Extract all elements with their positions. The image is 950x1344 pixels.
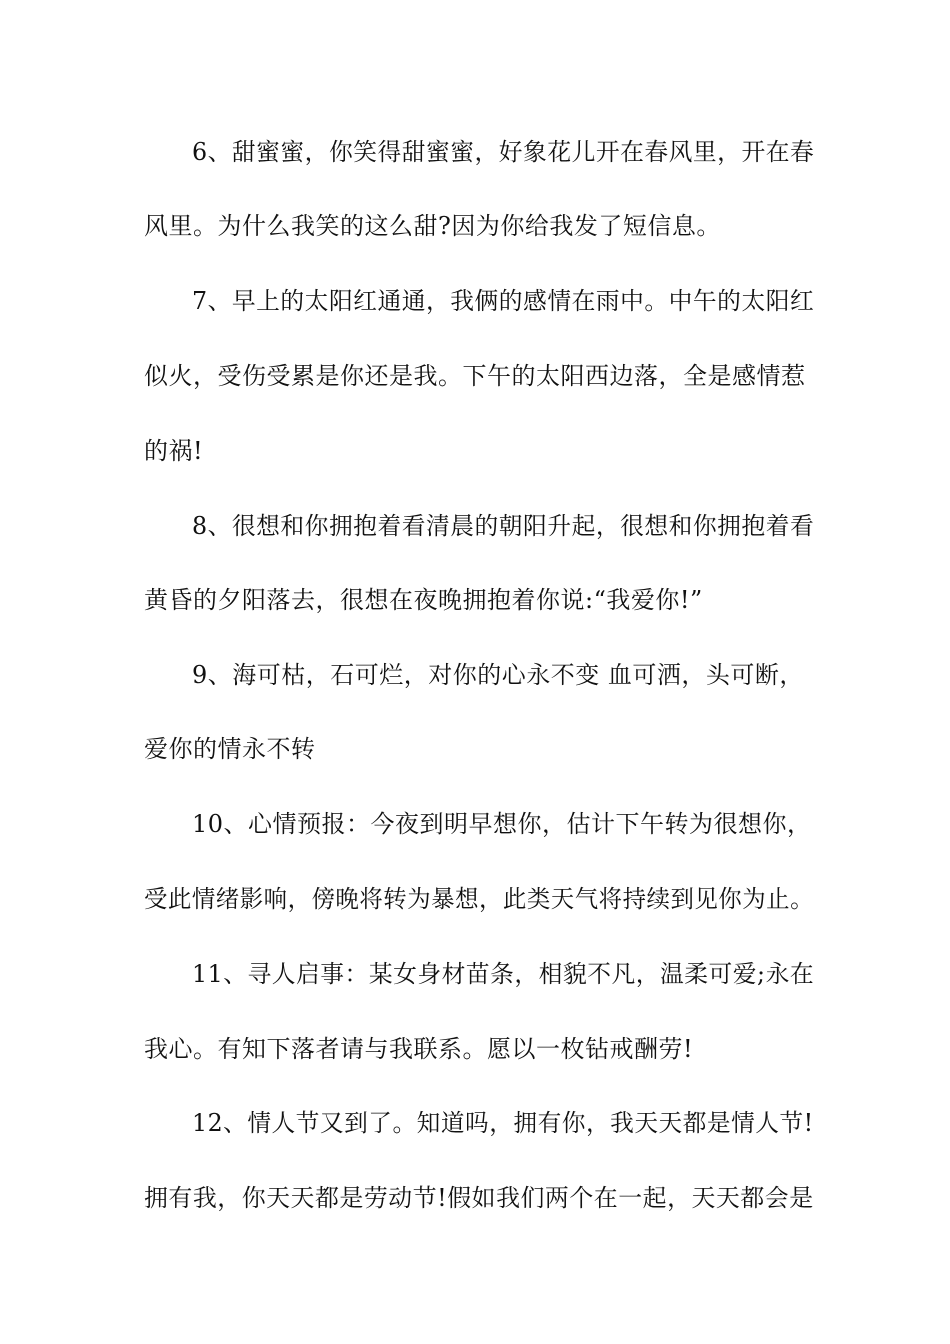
paragraph-8-line-1: 8、很想和你拥抱着看清晨的朝阳升起，很想和你拥抱着看 [192,512,815,540]
paragraph-10-line-1: 10、心情预报：今夜到明早想你，估计下午转为很想你， [192,810,812,838]
paragraph-10-line-2: 受此情绪影响，傍晚将转为暴想，此类天气将持续到见你为止。 [144,885,815,913]
paragraph-12-line-1: 12、情人节又到了。知道吗，拥有你，我天天都是情人节! [192,1109,814,1137]
paragraph-8-line-2: 黄昏的夕阳落去，很想在夜晚拥抱着你说:“我爱你!” [144,586,703,614]
paragraph-7-line-3: 的祸! [144,437,204,465]
paragraph-6-line-2: 风里。为什么我笑的这么甜?因为你给我发了短信息。 [144,212,721,240]
paragraph-9-line-1: 9、海可枯，石可烂，对你的心永不变 血可洒，头可断， [192,661,804,689]
paragraph-11-line-2: 我心。有知下落者请与我联系。愿以一枚钻戒酬劳! [144,1035,694,1063]
paragraph-11-line-1: 11、寻人启事：某女身材苗条，相貌不凡，温柔可爱;永在 [192,960,815,988]
paragraph-7-line-2: 似火，受伤受累是你还是我。下午的太阳西边落，全是感情惹 [144,362,806,390]
paragraph-9-line-2: 爱你的情永不转 [144,735,316,763]
paragraph-7-line-1: 7、早上的太阳红通通，我俩的感情在雨中。中午的太阳红 [192,287,815,315]
paragraph-6-line-1: 6、甜蜜蜜，你笑得甜蜜蜜，好象花儿开在春风里，开在春 [192,138,815,166]
paragraph-12-line-2: 拥有我，你天天都是劳动节!假如我们两个在一起，天天都会是 [144,1184,814,1212]
